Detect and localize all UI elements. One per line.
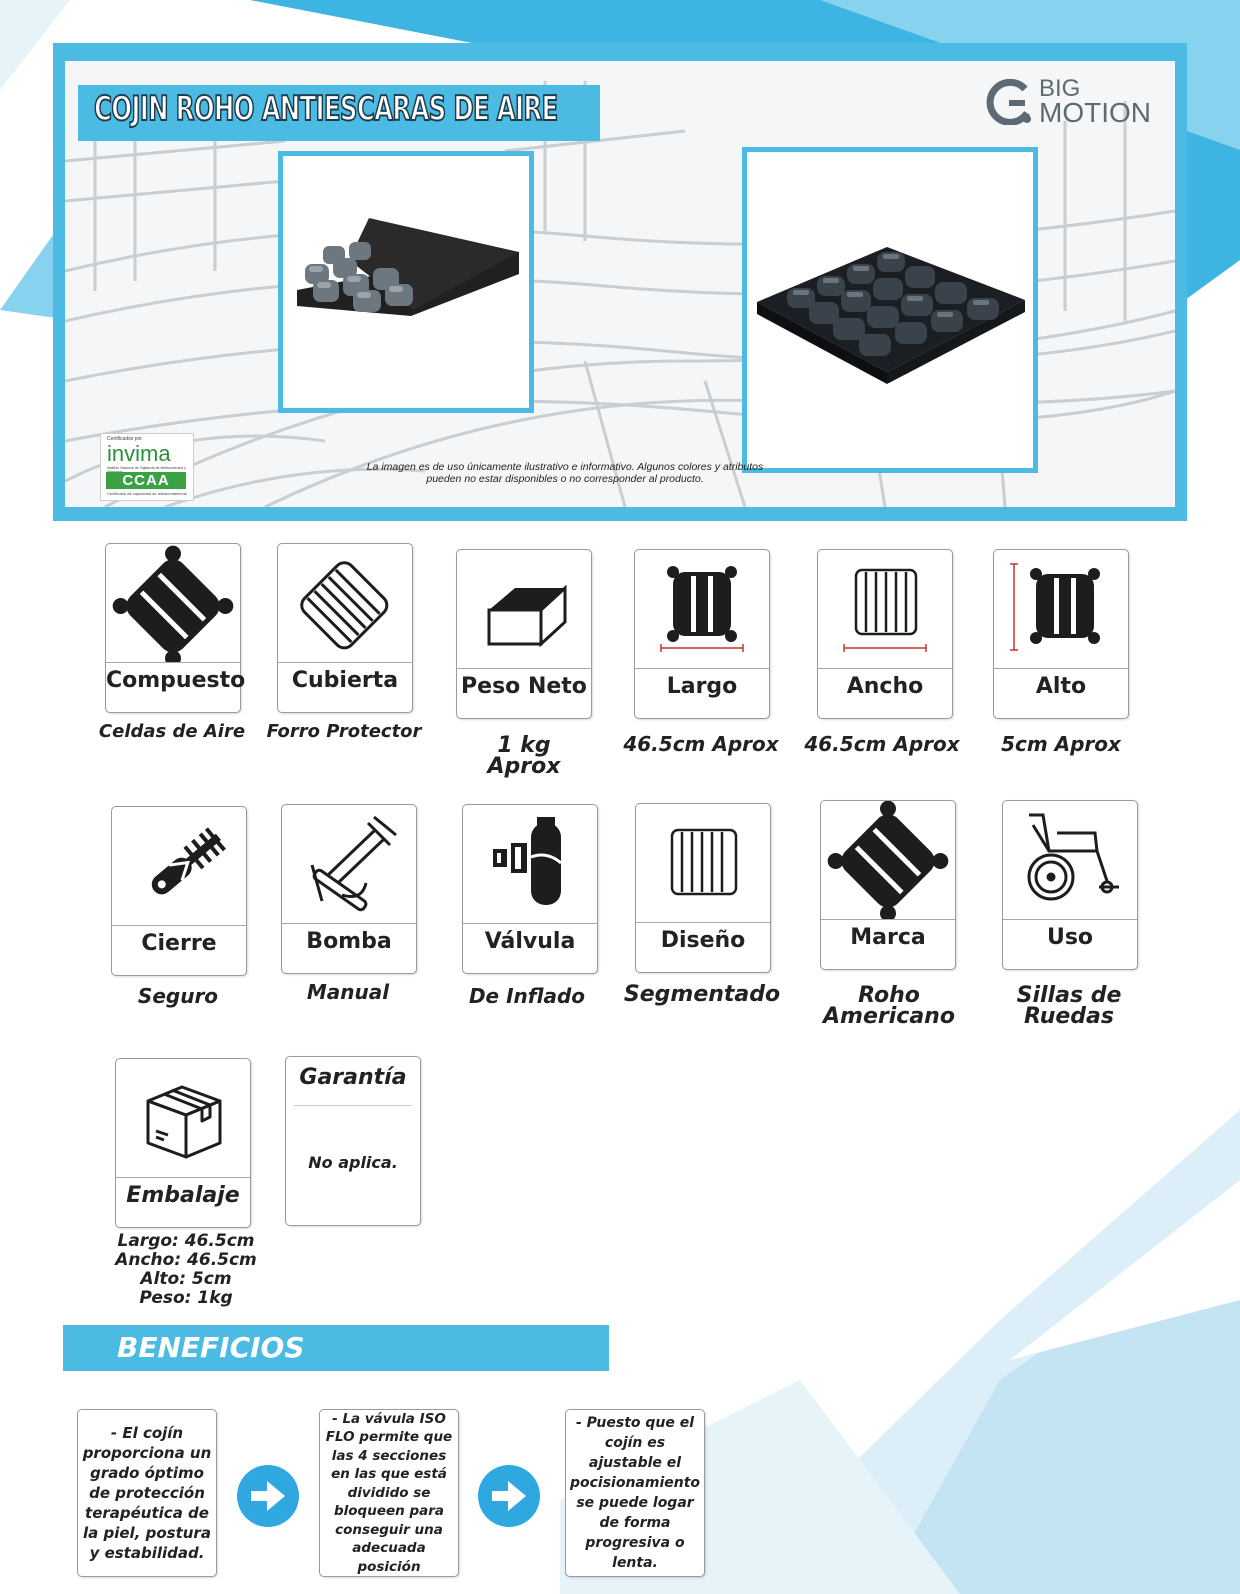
cover-icon [278,544,412,662]
zipper-icon [112,807,246,925]
packaging-largo: Largo: 46.5cm [117,1231,255,1251]
banner-background [65,61,1175,507]
benefits-header [63,1325,609,1371]
length-icon [635,550,769,668]
title-banner [78,85,600,141]
segmented-icon [636,804,770,922]
benefit-text-1: - El cojín proporciona un grado óptimo de protección terapéutica de la piel, postura y estabilidad. [82,1424,212,1562]
warranty-title: Garantía [299,1065,407,1090]
air-cells-icon [106,544,240,662]
spec-label: Embalaje [126,1183,240,1208]
spec-card-uso [1002,800,1138,970]
spec-card-bomba [281,804,417,974]
spec-value-alto: 5cm Aprox [1001,732,1121,756]
box-icon [116,1059,250,1177]
spec-value-largo: 46.5cm Aprox [623,732,779,756]
seal-ccaa: CCAA [106,472,186,489]
wheelchair-icon [1003,801,1137,919]
spec-label: Diseño [660,928,746,953]
benefit-box-3 [565,1409,705,1577]
seal-invima-text: invima [107,441,171,466]
spec-card-valvula [462,804,598,974]
warranty-text: No aplica. [308,1153,398,1172]
spec-card-marca [820,800,956,970]
spec-card-largo [634,549,770,719]
spec-card-ancho [817,549,953,719]
spec-label: Alto [1035,674,1087,699]
wheelchair-logo-icon [985,79,1035,125]
spec-label: Marca [850,925,926,950]
spec-label: Uso [1046,925,1094,950]
benefits-title: BENEFICIOS [117,1331,305,1364]
packaging-peso: Peso: 1kg [139,1288,233,1308]
spec-card-peso-neto [456,549,592,719]
height-icon [994,550,1128,668]
benefit-text-2: - La vávula ISO FLO permite que las 4 secciones en las que está dividido se bloqueen para conseguir una adecuada posición [325,1410,453,1575]
spec-card-cubierta [277,543,413,713]
spec-label: Cubierta [291,668,399,693]
spec-value-peso-neto: 1 kg Aprox [487,733,561,779]
brand-logo [985,73,1155,127]
spec-label: Bomba [306,929,392,954]
spec-label: Válvula [484,929,576,954]
spec-label: Ancho [846,674,924,699]
seal-top-text: Certificados por [107,436,143,442]
benefit-box-2 [319,1409,459,1577]
invima-certification-seal [100,433,194,501]
spec-value-bomba: Manual [306,980,390,1004]
valve-icon [463,805,597,923]
benefit-box-1 [77,1409,217,1577]
benefit-text-3: - Puesto que el cojín es ajustable el pocisionamiento se puede logar de forma progresiva o lenta. [569,1415,701,1571]
page-title: COJIN ROHO ANTIESCARAS DE AIRE [94,89,558,129]
header-banner [53,43,1187,521]
product-photo-covered [278,151,534,413]
brand-cushion-icon [821,801,955,919]
spec-label: Compuesto [106,668,246,693]
spec-label: Cierre [141,931,217,956]
warranty-card [285,1056,421,1226]
spec-value-uso: Sillas de Ruedas [1016,983,1122,1029]
spec-card-cierre [111,806,247,976]
spec-card-diseno [635,803,771,973]
arrow-right-icon [235,1463,301,1529]
spec-card-embalaje [115,1058,251,1228]
product-photo-uncovered [742,147,1038,473]
hand-pump-icon [282,805,416,923]
width-icon [818,550,952,668]
spec-value-cierre: Seguro [137,984,219,1008]
logo-text-big: BIG [1039,75,1081,102]
spec-card-alto [993,549,1129,719]
packaging-ancho: Ancho: 46.5cm [115,1250,257,1270]
spec-value-ancho: 46.5cm Aprox [804,732,960,756]
spec-value-cubierta: Forro Protector [266,721,422,742]
image-disclaimer: La imagen es de uso únicamente ilustrativo e informativo. Algunos colores y atributos pueden no estar disponibles o no corresponder al producto. [366,461,764,485]
spec-value-valvula: De Inflado [468,984,586,1008]
weight-block-icon [457,550,591,668]
arrow-right-icon [476,1463,542,1529]
spec-label: Peso Neto [461,674,587,699]
spec-value-compuesto: Celdas de Aire [98,721,246,742]
seal-bottom-text: Certificado de capacidad de almacenamiento [107,491,188,496]
spec-value-diseno: Segmentado [623,982,781,1007]
logo-text-motion: MOTION [1039,97,1151,128]
spec-card-compuesto [105,543,246,713]
spec-value-marca: Roho Americano [823,983,955,1029]
packaging-alto: Alto: 5cm [140,1269,232,1289]
seal-subtitle: Instituto Nacional de Vigilancia de Medicamentos y [107,466,186,470]
packaging-details [96,1232,276,1308]
spec-label: Largo [666,674,738,699]
